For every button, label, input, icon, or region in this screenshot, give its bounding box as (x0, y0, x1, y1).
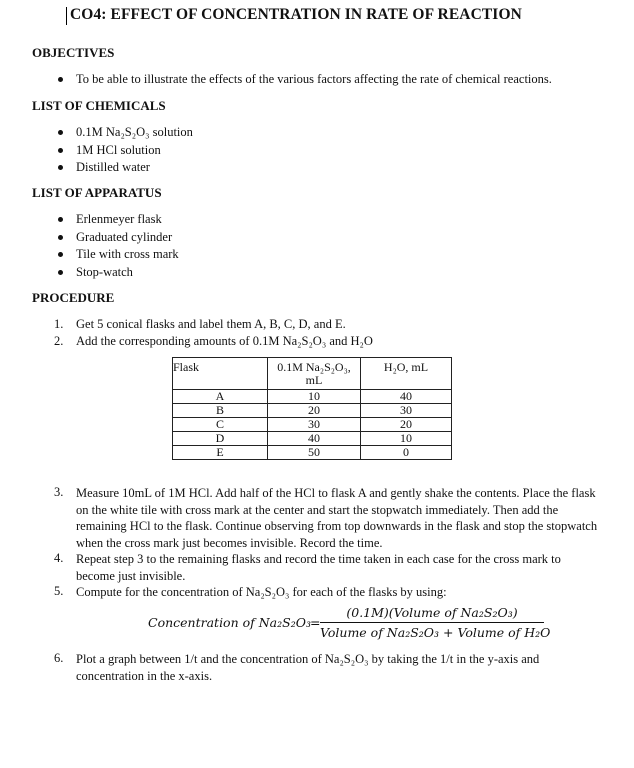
bullet-icon (58, 270, 63, 275)
bullet-icon (58, 130, 63, 135)
table-cell: 40 (361, 390, 452, 404)
table-cell: 20 (361, 418, 452, 432)
bullet-icon (58, 235, 63, 240)
column-header-water: H₂O, mL (361, 358, 452, 390)
table-cell: 10 (361, 432, 452, 446)
bullet-icon (58, 165, 63, 170)
table-cell: E (173, 446, 268, 460)
bullet-icon (58, 252, 63, 257)
formula-fraction (320, 605, 551, 640)
table-row (173, 418, 452, 432)
flask-volume-table (172, 357, 452, 460)
formula-equals: = (310, 615, 321, 630)
formula-denominator: Volume of Na₂S₂O₃ + Volume of H₂O (320, 625, 551, 640)
page-title: CO4: EFFECT OF CONCENTRATION IN RATE OF REACTION (70, 6, 522, 23)
table-header-row (173, 358, 452, 390)
table-cell: 40 (268, 432, 361, 446)
table-cell: 20 (268, 404, 361, 418)
bullet-icon (58, 148, 63, 153)
table-cell: 10 (268, 390, 361, 404)
table-cell: B (173, 404, 268, 418)
table-row (173, 432, 452, 446)
table-cell: 50 (268, 446, 361, 460)
text-cursor (66, 7, 67, 25)
table-cell: 0 (361, 446, 452, 460)
fraction-bar (320, 622, 544, 623)
procedure-heading: PROCEDURE (32, 290, 115, 305)
table-cell: C (173, 418, 268, 432)
table-cell: A (173, 390, 268, 404)
table-cell: 30 (361, 404, 452, 418)
table-row (173, 390, 452, 404)
table-cell: D (173, 432, 268, 446)
formula-lhs: Concentration of Na₂S₂O₃ (148, 615, 311, 630)
column-header-na2s2o3: 0.1M Na₂S₂O₃, mL (268, 358, 361, 390)
formula-numerator: (0.1M)(Volume of Na₂S₂O₃) (346, 605, 518, 620)
column-header-flask: Flask (173, 358, 268, 390)
bullet-icon (58, 77, 63, 82)
table-row (173, 446, 452, 460)
table-row (173, 404, 452, 418)
bullet-icon (58, 217, 63, 222)
apparatus-heading: LIST OF APPARATUS (32, 185, 162, 200)
table-cell: 30 (268, 418, 361, 432)
objectives-heading: OBJECTIVES (32, 45, 115, 60)
chemicals-heading: LIST OF CHEMICALS (32, 98, 166, 113)
